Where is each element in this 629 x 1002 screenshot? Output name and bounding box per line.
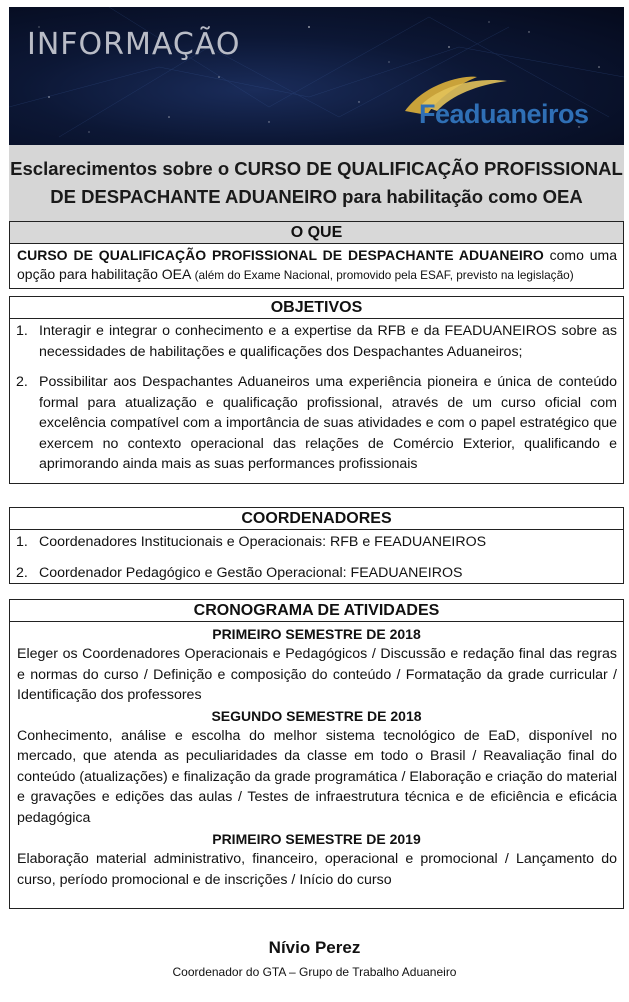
item-number: 1. <box>16 534 28 550</box>
list-item <box>10 321 617 362</box>
section-coordenadores <box>9 507 624 584</box>
section-cronograma <box>9 599 624 909</box>
period-text: Conhecimento, análise e escolha do melhor sistema tecnológico de EaD, disponível no mercado, que atenda as peculiaridades da classe em todo o Brasil / Reavaliação final do conteúdo (atualizações) e finalização da grade programática / Elaboração e criação do material e gravações e edições das aulas / Testes de infraestrutura técnica e de eficiência e eficácia pedagógica <box>17 727 617 826</box>
o-que-note: (além do Exame Nacional, promovido pela ESAF, previsto na legislação) <box>191 268 574 282</box>
item-text: Coordenador Pedagógico e Gestão Operacional: FEADUANEIROS <box>39 564 463 581</box>
item-text: Coordenadores Institucionais e Operacionais: RFB e FEADUANEIROS <box>39 534 487 550</box>
signature-role: Coordenador do GTA – Grupo de Trabalho Aduaneiro <box>172 965 457 979</box>
section-objetivos <box>9 296 624 484</box>
o-que-normal: como uma opção para habilitação OEA <box>17 247 617 282</box>
item-number: 1. <box>16 323 28 339</box>
headline-line-1: Esclarecimentos sobre o CURSO DE QUALIFICAÇÃO PROFISSIONAL <box>10 158 623 179</box>
o-que-text <box>10 244 623 285</box>
period-text: Elaboração material administrativo, financeiro, operacional e promocional / Lançamento do curso, período promocional e de inscrições / Início do curso <box>17 851 617 888</box>
section-header: CRONOGRAMA DE ATIVIDADES <box>10 600 623 622</box>
period-title: PRIMEIRO SEMESTRE DE 2018 <box>212 626 421 642</box>
header-banner <box>9 7 624 145</box>
period-title: PRIMEIRO SEMESTRE DE 2019 <box>212 831 421 847</box>
headline-line-2: DE DESPACHANTE ADUANEIRO para habilitação como OEA <box>50 186 583 207</box>
section-header: COORDENADORES <box>10 508 623 530</box>
item-number: 2. <box>16 374 28 390</box>
course-name: CURSO DE QUALIFICAÇÃO PROFISSIONAL DE DESPACHANTE ADUANEIRO <box>17 247 544 263</box>
period-text: Eleger os Coordenadores Operacionais e Pedagógicos / Discussão e redação final das regras e normas do curso / Definição e composição do conteúdo / Formatação da grade curricular / Identificação dos professores <box>17 646 617 703</box>
headline-band <box>9 145 624 221</box>
period-title: SEGUNDO SEMESTRE DE 2018 <box>211 707 422 724</box>
signature-name: Nívio Perez <box>268 938 361 957</box>
coordenadores-list <box>10 530 623 583</box>
section-header: O QUE <box>10 222 623 244</box>
brand-name: Feaduaneiros <box>419 99 589 129</box>
list-item <box>10 532 623 553</box>
list-item <box>10 563 623 584</box>
objetivos-list <box>10 319 623 475</box>
banner-title: INFORMAÇÃO <box>27 27 241 62</box>
section-header: OBJETIVOS <box>10 297 623 319</box>
item-text: Possibilitar aos Despachantes Aduaneiros uma experiência pioneira e única de conteúdo formal para atualização e qualificação profissional, através de um curso oficial com excelência compatível com a importância de suas atividades e com o papel estratégico que exercem no contexto operacional das relações de Comércio Exterior, qualificando e aprimorando ainda mais as suas performances profissionais <box>39 374 617 472</box>
item-text: Interagir e integrar o conhecimento e a expertise da RFB e da FEADUANEIROS sobre as necessidades de habilitações e qualificações dos Despachantes Aduaneiros; <box>39 323 617 360</box>
section-o-que <box>9 221 624 289</box>
list-item <box>10 372 617 475</box>
item-number: 2. <box>16 564 28 581</box>
